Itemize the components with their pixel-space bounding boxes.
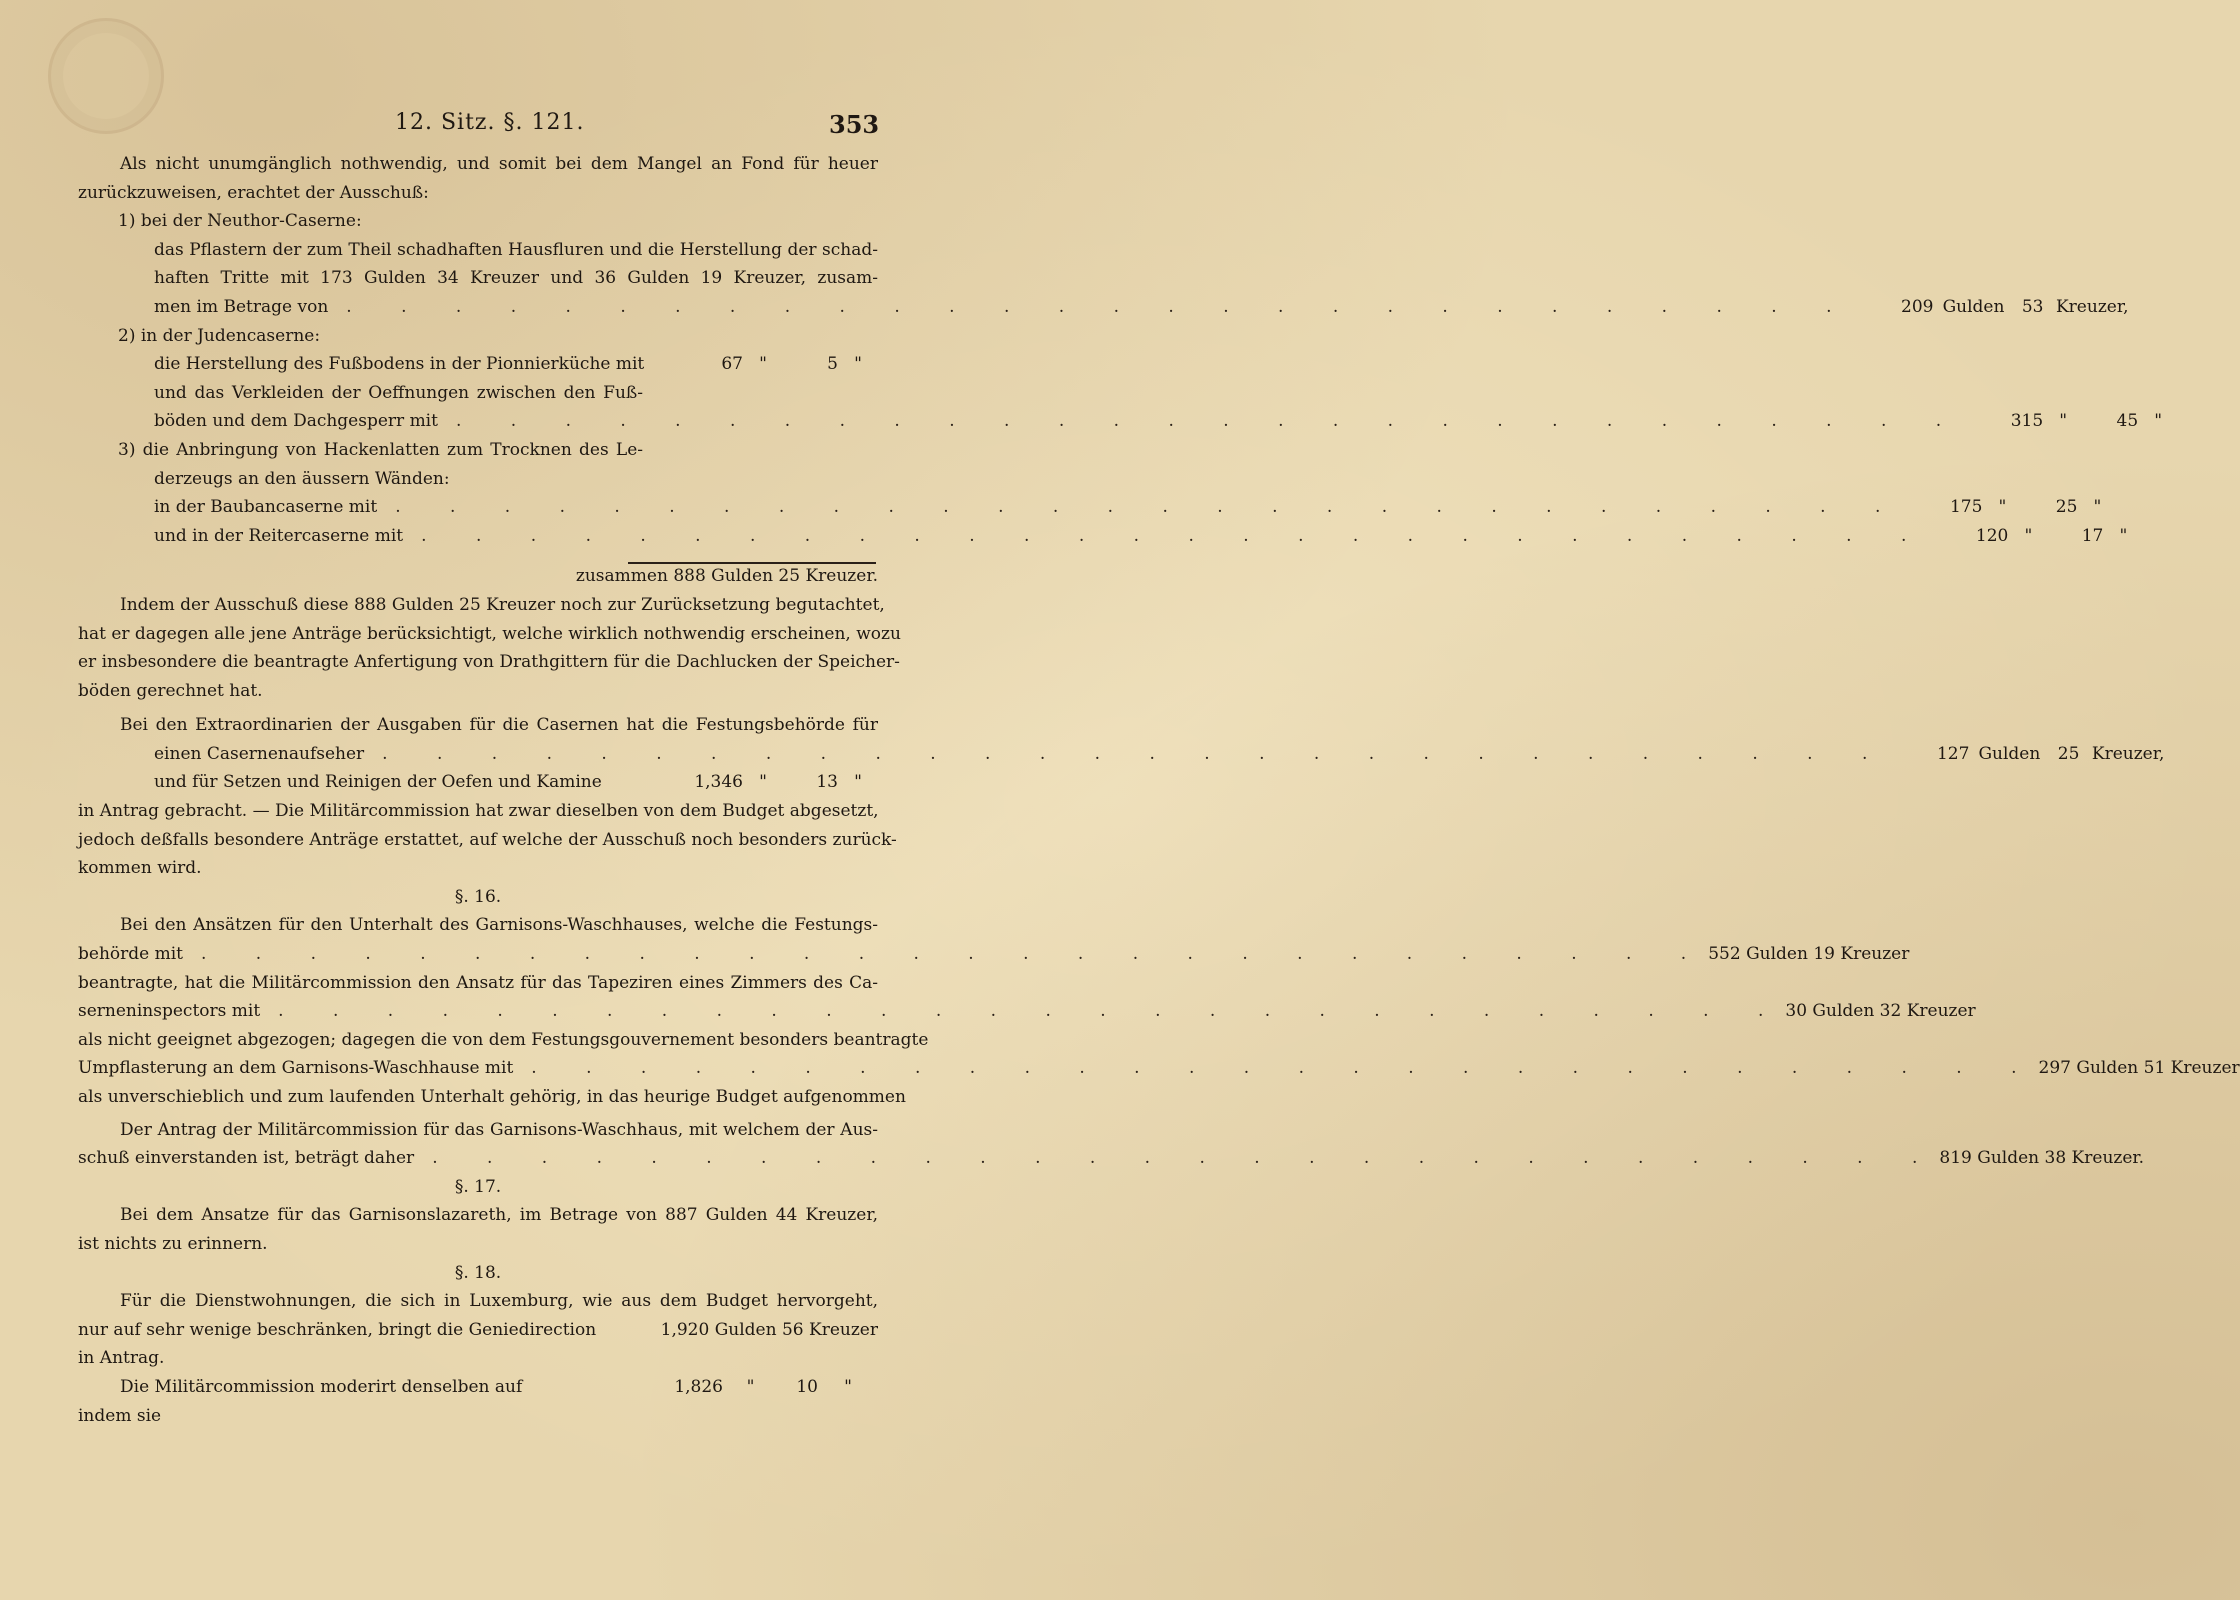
text-line: in Antrag. xyxy=(78,1348,165,1369)
ditto-mark: " xyxy=(2093,497,2102,518)
running-head: 12. Sitz. §. 121. xyxy=(395,110,585,135)
kreuzer-value: 25 xyxy=(2055,497,2078,518)
text-line: das Pflastern der zum Theil schadhaften Hausfluren und die Herstellung der schad- xyxy=(154,239,878,260)
dot-leader: . . . . . . . . . . . . . . . . . . . . . . . . . . . . xyxy=(201,944,1709,965)
ditto-mark: " xyxy=(854,772,862,793)
amount-row xyxy=(78,997,1976,1026)
dot-leader: . . . . . . . . . . . . . . . . . . . . . . . . . . . . xyxy=(531,1058,2039,1079)
row-amount xyxy=(1889,740,2164,769)
list-heading: 1) bei der Neuthor-Caserne: xyxy=(118,211,362,232)
ditto-mark: " xyxy=(2154,411,2163,432)
row-amount: 30 Gulden 32 Kreuzer xyxy=(1785,1001,1976,1022)
text-line: hat er dagegen alle jene Anträge berücksichtigt, welche wirklich nothwendig erscheinen, wozu xyxy=(78,623,901,644)
dot-leader: . . . . . . . . . . . . . . . . . . . . . . . . . . . . xyxy=(421,525,1929,546)
text-line: beantragte, hat die Militärcommission den Ansatz für das Tapeziren eines Zimmers des Ca- xyxy=(78,972,878,993)
amount-row xyxy=(78,522,2128,551)
section-title: §. 16. xyxy=(454,886,502,907)
gulden-value: 127 xyxy=(1936,743,1970,764)
ditto-mark: " xyxy=(2119,525,2128,546)
dot-leader: . . . . . . . . . . . . . . . . . . . . . . . . . . . . xyxy=(395,497,1903,518)
kreuzer-value: 53 xyxy=(2021,296,2044,317)
list-heading: 3) die Anbringung von Hackenlatten zum Trocknen des Le- xyxy=(118,439,643,460)
row-label: schuß einverstanden ist, beträgt daher xyxy=(78,1148,415,1169)
amount-row xyxy=(78,768,878,797)
row-label: behörde mit xyxy=(78,944,183,965)
row-label: Die Militärcommission moderirt denselben auf xyxy=(120,1376,523,1397)
gulden-value: 120 xyxy=(1975,525,2009,546)
gulden-value: 1,346 xyxy=(694,772,743,793)
row-label: die Herstellung des Fußbodens in der Pionnierküche mit xyxy=(154,354,645,375)
row-label: serneninspectors mit xyxy=(78,1001,261,1022)
sum-line: zusammen 888 Gulden 25 Kreuzer. xyxy=(575,566,878,587)
dot-leader: . . . . . . . . . . . . . . . . . . . . . . . . . . . . xyxy=(382,743,1890,764)
text-line: Indem der Ausschuß diese 888 Gulden 25 Kreuzer noch zur Zurücksetzung begutachtet, xyxy=(120,594,885,615)
amount-row xyxy=(78,940,1910,969)
text-line: Als nicht unumgänglich nothwendig, und somit bei dem Mangel an Fond für heuer xyxy=(120,154,878,174)
ditto-mark: " xyxy=(759,772,767,793)
sum-rule xyxy=(628,562,876,564)
dot-leader: . . . . . . . . . . . . . . . . . . . . . . . . . . . . xyxy=(278,1001,1786,1022)
ditto-mark: " xyxy=(2059,411,2068,432)
text-line: ist nichts zu erinnern. xyxy=(78,1233,268,1254)
kreuzer-value: 10 xyxy=(796,1376,818,1397)
dot-leader: . . . . . . . . . . . . . . . . . . . . . . . . . . . . xyxy=(432,1148,1940,1169)
gulden-word: Gulden xyxy=(1978,743,2041,764)
row-amount xyxy=(1902,493,2117,522)
kreuzer-value: 5 xyxy=(827,354,838,375)
kreuzer-word: Kreuzer, xyxy=(2091,743,2165,764)
amount-row xyxy=(78,493,2102,522)
row-label: men im Betrage von xyxy=(154,296,329,317)
gulden-value: 67 xyxy=(721,354,743,375)
ditto-mark: " xyxy=(1998,497,2007,518)
text-line: indem sie xyxy=(78,1405,162,1426)
text-line: als nicht geeignet abgezogen; dagegen die von dem Festungsgouvernement besonders beantragte xyxy=(78,1029,929,1050)
gulden-word: Gulden xyxy=(1942,296,2005,317)
amount-row xyxy=(78,740,2165,769)
text-line: als unverschieblich und zum laufenden Unterhalt gehörig, in das heurige Budget aufgenommen xyxy=(78,1087,906,1107)
row-label: einen Casernenaufseher xyxy=(154,743,365,764)
page-header xyxy=(0,108,1000,142)
row-label: Umpflasterung an dem Garnisons-Waschhause mit xyxy=(78,1058,514,1079)
ditto-mark: " xyxy=(746,1376,755,1397)
text-line: in Antrag gebracht. — Die Militärcommission hat zwar dieselben von dem Budget abgesetzt, xyxy=(78,801,879,822)
gulden-value: 315 xyxy=(2010,411,2044,432)
row-label: und in der Reitercaserne mit xyxy=(154,525,404,546)
row-amount xyxy=(663,768,878,797)
text-line: Für die Dienstwohnungen, die sich in Luxemburg, wie aus dem Budget hervorgeht, xyxy=(120,1291,878,1312)
gulden-value: 1,826 xyxy=(674,1376,723,1397)
text-line: Bei dem Ansatze für das Garnisonslazareth, im Betrage von 887 Gulden 44 Kreuzer, xyxy=(120,1205,878,1226)
row-amount: 297 Gulden 51 Kreuzer xyxy=(2038,1058,2240,1079)
row-label: in der Baubancaserne mit xyxy=(154,497,378,518)
ditto-mark: " xyxy=(844,1376,852,1397)
kreuzer-value: 13 xyxy=(816,772,838,793)
text-line: jedoch deßfalls besondere Anträge erstattet, auf welche der Ausschuß noch besonders zurück- xyxy=(78,829,897,850)
kreuzer-value: 17 xyxy=(2081,525,2104,546)
row-label: nur auf sehr wenige beschränken, bringt die Geniedirection xyxy=(78,1319,597,1340)
dot-leader: . . . . . . . . . . . . . . . . . . . . . . . . . . . . xyxy=(346,296,1854,317)
amount-row xyxy=(78,293,2129,322)
gulden-value: 175 xyxy=(1949,497,1983,518)
kreuzer-value: 45 xyxy=(2116,411,2139,432)
text-line: böden gerechnet hat. xyxy=(78,680,263,701)
text-line: und das Verkleiden der Oeffnungen zwischen den Fuß- xyxy=(154,382,643,403)
row-amount: 1,920 Gulden 56 Kreuzer xyxy=(660,1319,878,1340)
list-heading: 2) in der Judencaserne: xyxy=(118,325,321,346)
row-label: böden und dem Dachgesperr mit xyxy=(154,411,438,432)
gulden-value: 209 xyxy=(1901,296,1934,317)
row-amount: 819 Gulden 38 Kreuzer. xyxy=(1939,1148,2145,1169)
row-amount xyxy=(663,350,878,379)
amount-row xyxy=(78,1144,2145,1173)
page-number: 353 xyxy=(829,110,880,139)
ditto-mark: " xyxy=(759,354,767,375)
text-line: zurückzuweisen, erachtet der Ausschuß: xyxy=(78,182,429,203)
dot-leader: . . . . . . . . . . . . . . . . . . . . . . . . . . . . xyxy=(455,411,1964,432)
kreuzer-value: 25 xyxy=(2057,743,2080,764)
amount-row xyxy=(78,1316,878,1345)
kreuzer-word: Kreuzer, xyxy=(2055,296,2129,317)
section-title: §. 18. xyxy=(454,1262,502,1283)
text-line: Bei den Extraordinarien der Ausgaben für die Casernen hat die Festungsbehörde für xyxy=(120,715,878,736)
row-amount xyxy=(1854,293,2129,322)
body-text xyxy=(78,150,2240,1430)
row-label: und für Setzen und Reinigen der Oefen und Kamine xyxy=(154,772,602,793)
row-amount: 552 Gulden 19 Kreuzer xyxy=(1708,944,1910,965)
amount-row xyxy=(78,1054,2240,1083)
section-title: §. 17. xyxy=(454,1176,502,1197)
amount-row xyxy=(78,350,878,379)
row-amount xyxy=(1963,407,2178,436)
text-line: haften Tritte mit 173 Gulden 34 Kreuzer und 36 Gulden 19 Kreuzer, zusam- xyxy=(154,268,878,289)
row-amount xyxy=(1928,522,2143,551)
text-line: kommen wird. xyxy=(78,858,202,879)
text-line: er insbesondere die beantragte Anfertigung von Drathgittern für die Dachlucken der Speicher- xyxy=(78,652,900,673)
ditto-mark: " xyxy=(2024,525,2033,546)
text-line: Bei den Ansätzen für den Unterhalt des Garnisons-Waschhauses, welche die Festungs- xyxy=(120,915,878,936)
ditto-mark: " xyxy=(854,354,862,375)
amount-row xyxy=(78,407,2163,436)
amount-row xyxy=(78,1373,878,1402)
row-amount xyxy=(653,1373,878,1402)
text-line: derzeugs an den äussern Wänden: xyxy=(154,468,450,489)
text-line: Der Antrag der Militärcommission für das Garnisons-Waschhaus, mit welchem der Aus- xyxy=(120,1119,878,1140)
